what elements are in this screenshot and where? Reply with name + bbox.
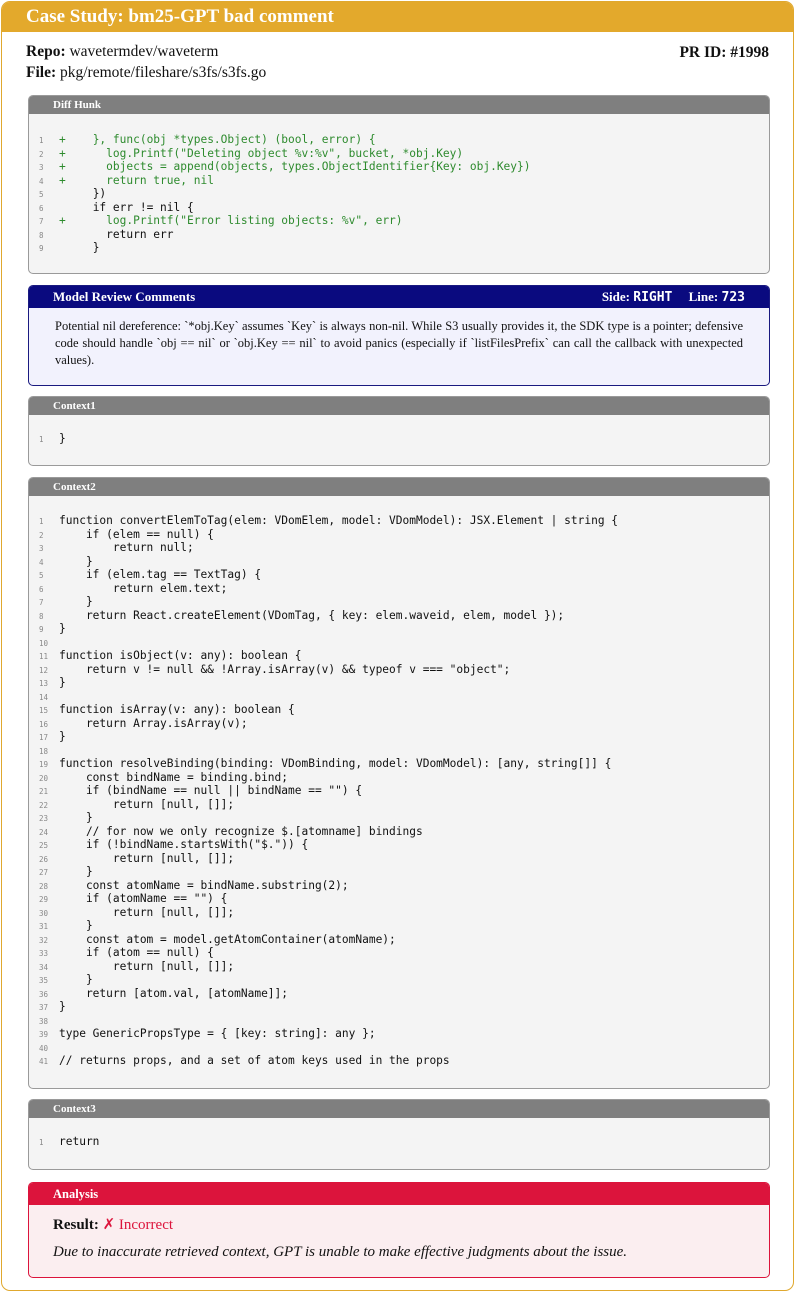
side-label: Side: xyxy=(601,289,630,304)
file-row xyxy=(26,64,266,82)
code-text: } xyxy=(59,676,66,689)
code-line xyxy=(39,432,769,446)
code-line xyxy=(39,676,769,690)
code-text: // for now we only recognize $.[atomname] bindings xyxy=(59,824,423,838)
line-number: 39 xyxy=(39,1030,49,1039)
context3-header: Context3 xyxy=(29,1100,769,1118)
code-line xyxy=(39,241,769,255)
line-number: 1 xyxy=(39,517,44,526)
code-text: function resolveBinding(binding: VDomBinding, model: VDomModel): [any, string[]] { xyxy=(59,757,612,770)
code-line xyxy=(39,771,769,785)
context3-panel xyxy=(28,1099,770,1170)
code-text: function isArray(v: any): boolean { xyxy=(59,703,295,716)
code-line xyxy=(39,838,769,852)
line-number: 41 xyxy=(39,1057,49,1066)
context1-panel xyxy=(28,396,770,466)
context2-header: Context2 xyxy=(29,478,769,496)
line-number: 30 xyxy=(39,908,49,918)
page-title: Case Study: bm25-GPT bad comment xyxy=(2,2,793,32)
line-number: 31 xyxy=(39,922,49,931)
line-number: 5 xyxy=(39,571,44,580)
line-number: 24 xyxy=(39,827,49,837)
line-number: 2 xyxy=(39,149,44,159)
code-text: } xyxy=(59,554,93,568)
code-text: if (elem == null) { xyxy=(59,527,214,541)
line-number: 9 xyxy=(39,625,44,634)
code-text: return [null, []]; xyxy=(59,959,235,973)
pr-id xyxy=(679,44,769,62)
line-number: 37 xyxy=(39,1003,49,1012)
code-line xyxy=(39,541,769,555)
line-number: 17 xyxy=(39,733,49,742)
code-text: return [null, []]; xyxy=(59,851,235,865)
line-number: 19 xyxy=(39,760,49,769)
code-text: log.Printf("Error listing objects: %v", err) xyxy=(65,214,403,227)
line-number: 12 xyxy=(39,665,49,675)
line-number: 1 xyxy=(39,136,44,145)
code-line xyxy=(39,865,769,879)
line-number: 14 xyxy=(39,692,49,702)
line-number: 26 xyxy=(39,854,49,864)
code-text: return v != null && !Array.isArray(v) && typeof v === "object"; xyxy=(59,662,511,676)
diff-marker xyxy=(59,241,66,254)
context1-code xyxy=(29,415,769,446)
code-line xyxy=(39,582,769,596)
code-text: }, func(obj *types.Object) (bool, error) { xyxy=(65,133,376,146)
code-text: } xyxy=(59,622,66,635)
diff-marker: + xyxy=(59,146,66,160)
code-line xyxy=(39,1054,769,1068)
code-line xyxy=(39,906,769,920)
code-text: return elem.text; xyxy=(59,581,228,595)
code-text: } xyxy=(59,432,66,445)
line-number: 8 xyxy=(39,611,44,621)
code-text: return Array.isArray(v); xyxy=(59,716,248,730)
code-text: if (!bindName.startsWith("$.")) { xyxy=(59,838,309,851)
line-number: 1 xyxy=(39,1138,44,1147)
line-number: 7 xyxy=(39,598,44,607)
review-position xyxy=(602,286,745,309)
code-text: } xyxy=(59,1000,66,1013)
context1-header: Context1 xyxy=(29,397,769,415)
line-number: 3 xyxy=(39,163,44,172)
line-number: 6 xyxy=(39,584,44,594)
line-number: 29 xyxy=(39,895,49,904)
code-line xyxy=(39,609,769,623)
analysis-note: Due to inaccurate retrieved context, GPT is unable to make effective judgments about the issue. xyxy=(53,1244,628,1260)
repo-value: wavetermdev/waveterm xyxy=(69,43,219,60)
code-text: return [null, []]; xyxy=(59,797,235,811)
line-number: 23 xyxy=(39,814,49,823)
code-text: const bindName = binding.bind; xyxy=(59,770,289,784)
code-line xyxy=(39,946,769,960)
line-number: 6 xyxy=(39,203,44,213)
line-number: 4 xyxy=(39,557,44,567)
code-text: return null; xyxy=(59,541,194,554)
code-text: log.Printf("Deleting object %v:%v", bucket, *obj.Key) xyxy=(65,146,464,160)
line-number: 7 xyxy=(39,217,44,226)
line-number: 11 xyxy=(39,652,49,661)
line-number: 3 xyxy=(39,544,44,553)
line-number: 20 xyxy=(39,773,49,783)
code-line xyxy=(39,514,769,528)
code-line xyxy=(39,133,769,147)
diff-hunk-code xyxy=(29,114,769,255)
code-line xyxy=(39,1000,769,1014)
code-line xyxy=(39,973,769,987)
file-value: pkg/remote/fileshare/s3fs/s3fs.go xyxy=(60,64,267,81)
analysis-header: Analysis xyxy=(29,1183,769,1205)
side-value: RIGHT xyxy=(633,290,673,305)
line-number: 40 xyxy=(39,1043,49,1053)
code-text: type GenericPropsType = { [key: string]: any }; xyxy=(59,1027,376,1040)
diff-marker: + xyxy=(59,173,66,187)
code-line xyxy=(39,228,769,242)
line-number: 2 xyxy=(39,530,44,540)
code-line xyxy=(39,528,769,542)
meta-section xyxy=(2,32,793,90)
code-line xyxy=(39,757,769,771)
line-number: 13 xyxy=(39,679,49,688)
review-panel xyxy=(28,285,770,386)
code-line xyxy=(39,690,769,704)
review-comment: Potential nil dereference: `*obj.Key` assumes `Key` is always non-nil. While S3 usually provides it, the SDK type is a pointer; defensive code should handle `obj == nil` or `obj.Key == nil` to avoid panics (especially if `listFilesPrefix` can call the callback with unexpected values). xyxy=(55,319,743,367)
line-number: 21 xyxy=(39,787,49,796)
code-line xyxy=(39,568,769,582)
code-line xyxy=(39,174,769,188)
code-line xyxy=(39,147,769,161)
code-line xyxy=(39,663,769,677)
code-line xyxy=(39,214,769,228)
line-number: 10 xyxy=(39,638,49,648)
code-text: return err xyxy=(65,227,174,241)
code-text: if (atom == null) { xyxy=(59,946,214,959)
line-number: 33 xyxy=(39,949,49,958)
repo-row xyxy=(26,43,218,61)
file-label: File: xyxy=(26,64,57,81)
code-text: return [null, []]; xyxy=(59,905,235,919)
diff-hunk-header: Diff Hunk xyxy=(29,96,769,114)
pr-label: PR ID: xyxy=(679,44,727,61)
code-line xyxy=(39,703,769,717)
line-number: 32 xyxy=(39,935,49,945)
line-number: 28 xyxy=(39,881,49,891)
code-line xyxy=(39,919,769,933)
line-number: 8 xyxy=(39,230,44,240)
line-number: 34 xyxy=(39,962,49,972)
result-row xyxy=(53,1215,769,1234)
line-number: 16 xyxy=(39,719,49,729)
code-line xyxy=(39,1135,769,1149)
code-line xyxy=(39,1041,769,1055)
code-text: } xyxy=(59,595,93,608)
code-text: function isObject(v: any): boolean { xyxy=(59,649,302,662)
code-line xyxy=(39,636,769,650)
code-line xyxy=(39,730,769,744)
code-text: } xyxy=(59,919,93,932)
code-line xyxy=(39,622,769,636)
code-line xyxy=(39,933,769,947)
code-text: return [atom.val, [atomName]]; xyxy=(59,986,289,1000)
code-text: // returns props, and a set of atom keys used in the props xyxy=(59,1054,450,1067)
code-line xyxy=(39,187,769,201)
line-number: 1 xyxy=(39,435,44,444)
code-text: if (atomName == "") { xyxy=(59,892,228,905)
diff-hunk-panel xyxy=(28,95,770,274)
code-line xyxy=(39,555,769,569)
review-title: Model Review Comments xyxy=(53,289,196,304)
code-line xyxy=(39,649,769,663)
code-line xyxy=(39,798,769,812)
line-number: 15 xyxy=(39,706,49,715)
context2-code xyxy=(29,496,769,1068)
diff-marker xyxy=(59,228,66,241)
code-text: if (bindName == null || bindName == "") { xyxy=(59,784,363,797)
code-text: return true, nil xyxy=(65,173,214,187)
line-number: 25 xyxy=(39,841,49,850)
diff-marker: + xyxy=(59,160,66,173)
code-text: objects = append(objects, types.ObjectIdentifier{Key: obj.Key}) xyxy=(65,160,531,173)
code-text: return React.createElement(VDomTag, { key: elem.waveid, elem, model }); xyxy=(59,608,565,622)
diff-marker xyxy=(59,187,66,200)
code-text: if err != nil { xyxy=(65,200,194,214)
case-study-card xyxy=(1,1,794,1291)
review-header xyxy=(29,286,769,308)
context2-panel xyxy=(28,477,770,1089)
line-number: 35 xyxy=(39,976,49,985)
code-text: } xyxy=(59,811,93,824)
context3-code xyxy=(29,1118,769,1149)
code-line xyxy=(39,160,769,174)
line-number: 4 xyxy=(39,176,44,186)
repo-label: Repo: xyxy=(26,43,66,60)
code-line xyxy=(39,1027,769,1041)
code-text: function convertElemToTag(elem: VDomElem, model: VDomModel): JSX.Element | string { xyxy=(59,514,619,527)
code-line xyxy=(39,744,769,758)
code-line xyxy=(39,784,769,798)
code-text: const atom = model.getAtomContainer(atomName); xyxy=(59,932,396,946)
line-number: 5 xyxy=(39,190,44,199)
code-line xyxy=(39,825,769,839)
line-label: Line: xyxy=(688,289,719,304)
code-text: } xyxy=(59,865,93,878)
analysis-panel xyxy=(28,1182,770,1278)
line-number: 22 xyxy=(39,800,49,810)
result-value: ✗ Incorrect xyxy=(102,1217,174,1233)
code-line xyxy=(39,852,769,866)
code-text: } xyxy=(59,730,66,743)
line-number: 27 xyxy=(39,868,49,877)
diff-marker: + xyxy=(59,133,66,146)
code-text: const atomName = bindName.substring(2); xyxy=(59,878,349,892)
code-line xyxy=(39,595,769,609)
line-value: 723 xyxy=(721,290,745,305)
code-line xyxy=(39,717,769,731)
code-line xyxy=(39,892,769,906)
line-number: 38 xyxy=(39,1016,49,1026)
diff-marker: + xyxy=(59,214,66,227)
line-number: 9 xyxy=(39,244,44,253)
code-text: if (elem.tag == TextTag) { xyxy=(59,568,262,581)
code-line xyxy=(39,987,769,1001)
code-line xyxy=(39,1014,769,1028)
code-line xyxy=(39,960,769,974)
code-text: } xyxy=(65,241,100,254)
code-line xyxy=(39,201,769,215)
code-text: return xyxy=(59,1135,100,1148)
code-line xyxy=(39,879,769,893)
code-line xyxy=(39,811,769,825)
result-label: Result: xyxy=(53,1217,99,1233)
diff-marker xyxy=(59,201,66,214)
line-number: 18 xyxy=(39,746,49,756)
code-text: } xyxy=(59,973,93,986)
line-number: 36 xyxy=(39,989,49,999)
pr-value: #1998 xyxy=(730,44,769,61)
code-text: }) xyxy=(65,187,107,200)
